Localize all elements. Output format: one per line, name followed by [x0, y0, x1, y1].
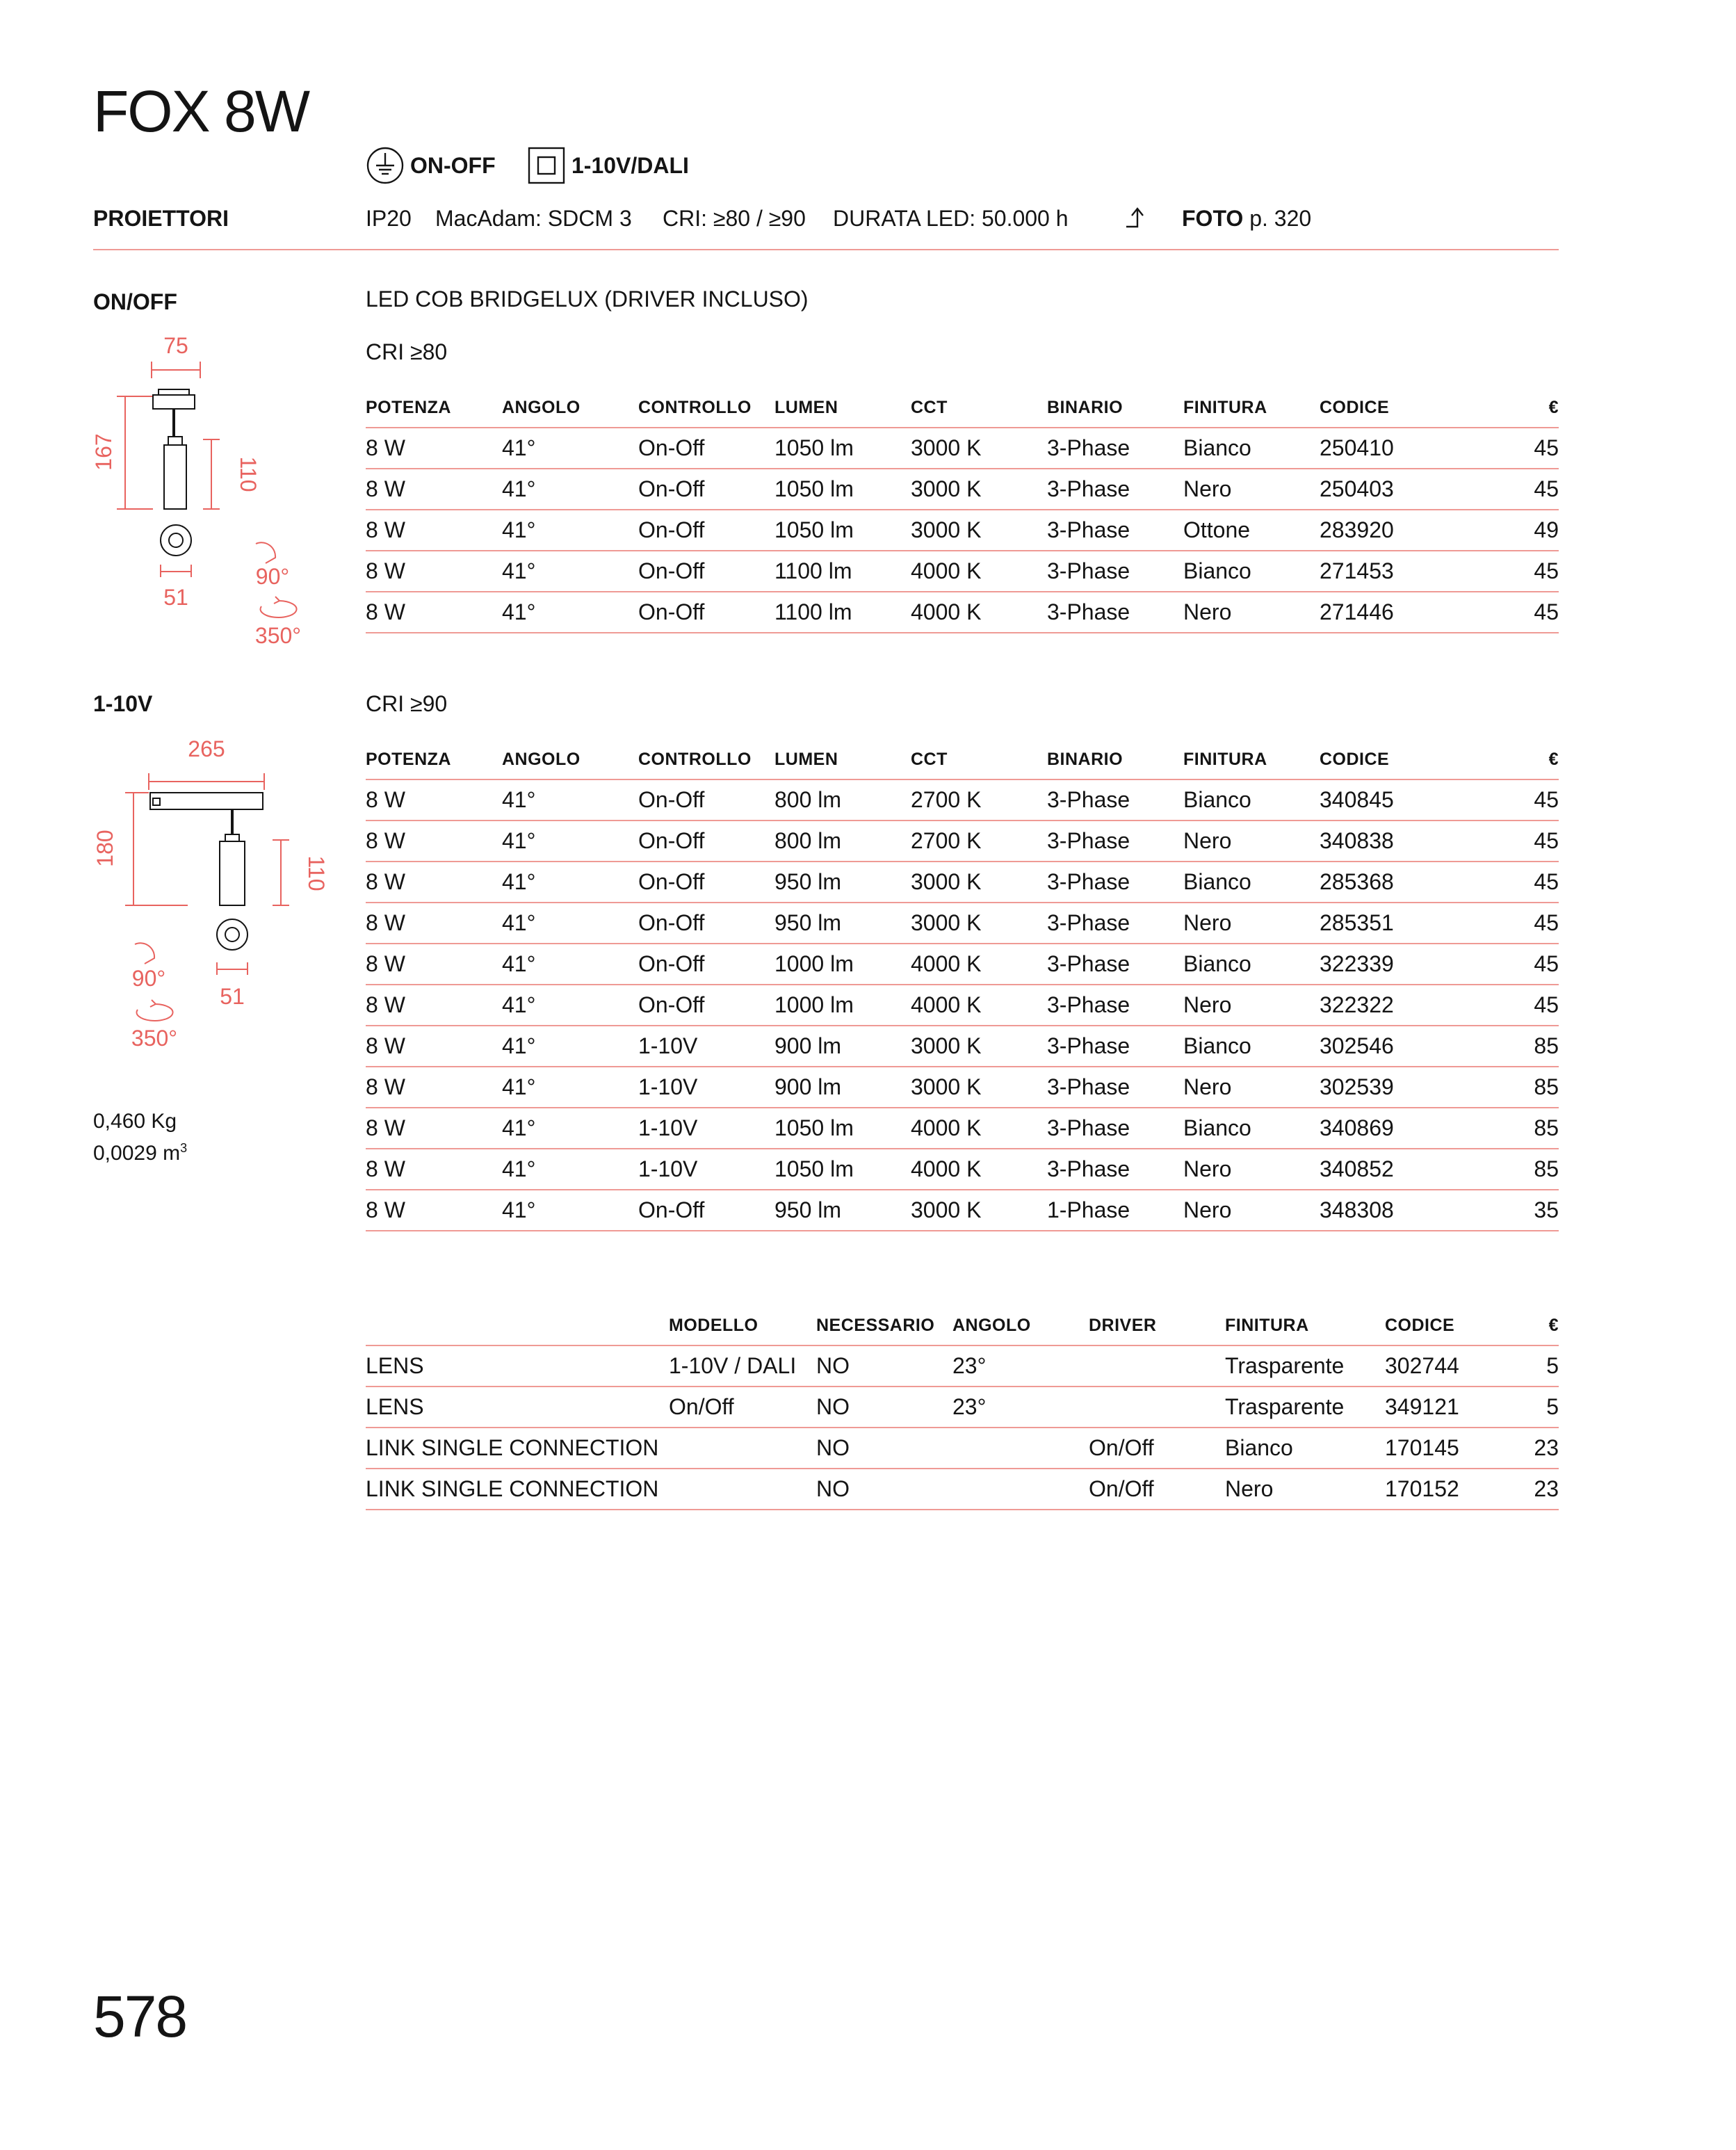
table-cell: 271446 — [1320, 592, 1456, 633]
page-number: 578 — [93, 1984, 187, 2049]
product-title: FOX 8W — [93, 79, 309, 144]
column-header: FINITURA — [1183, 388, 1320, 428]
spec-macadam: MacAdam: SDCM 3 — [435, 206, 632, 231]
table-cell: 283920 — [1320, 510, 1456, 551]
column-header: BINARIO — [1047, 388, 1183, 428]
table-row — [366, 1067, 1559, 1108]
foto-page: p. 320 — [1249, 206, 1312, 231]
table-cell: NO — [816, 1345, 952, 1387]
table-cell: On-Off — [638, 821, 774, 862]
table-header-row — [366, 1306, 1559, 1345]
table-cell: 8 W — [366, 1067, 502, 1108]
table-cell: 41° — [502, 779, 638, 821]
table-cell: 271453 — [1320, 551, 1456, 592]
spec-durata: DURATA LED: 50.000 h — [833, 206, 1069, 231]
table-cell: 85 — [1456, 1108, 1559, 1149]
table-cell: 45 — [1456, 592, 1559, 633]
column-header: ANGOLO — [502, 740, 638, 779]
table-cell: 1050 lm — [774, 1149, 911, 1190]
table-cell: 45 — [1456, 428, 1559, 469]
column-header: CODICE — [1320, 388, 1456, 428]
table-cell: 800 lm — [774, 821, 911, 862]
table-cell: 3-Phase — [1047, 1149, 1183, 1190]
table-cell: 1-10V — [638, 1149, 774, 1190]
column-header: ANGOLO — [952, 1306, 1089, 1345]
table-cell: 800 lm — [774, 779, 911, 821]
earth-ground-icon — [366, 146, 405, 185]
table-cell: 45 — [1456, 551, 1559, 592]
table-cell: 41° — [502, 1026, 638, 1067]
1-10v-tilt: 90° — [131, 966, 166, 991]
table-cell: 348308 — [1320, 1190, 1456, 1231]
cri90-table — [366, 740, 1559, 1231]
table-cell: On-Off — [638, 779, 774, 821]
table-cell: 4000 K — [911, 592, 1047, 633]
table-cell: Bianco — [1183, 779, 1320, 821]
category-label: PROIETTORI — [93, 206, 229, 231]
table-cell: 85 — [1456, 1026, 1559, 1067]
column-header: CODICE — [1320, 740, 1456, 779]
table-cell: 8 W — [366, 862, 502, 903]
spec-ip: IP20 — [366, 206, 412, 231]
table-row — [366, 1190, 1559, 1231]
table-cell: 3-Phase — [1047, 469, 1183, 510]
column-header: POTENZA — [366, 388, 502, 428]
table-cell: 45 — [1456, 821, 1559, 862]
table-cell: 41° — [502, 903, 638, 944]
table-cell: On-Off — [638, 862, 774, 903]
1-10v-diameter-dim: 51 — [220, 984, 245, 1009]
column-header: MODELLO — [669, 1306, 816, 1345]
table-cell: Nero — [1183, 985, 1320, 1026]
column-header: CONTROLLO — [638, 740, 774, 779]
table-row — [366, 862, 1559, 903]
table-cell: 3000 K — [911, 862, 1047, 903]
table-cell: 8 W — [366, 592, 502, 633]
weight: 0,460 Kg — [93, 1110, 177, 1133]
table-cell: 23 — [1521, 1428, 1559, 1469]
table-cell: LINK SINGLE CONNECTION — [366, 1428, 669, 1469]
table-cell: Nero — [1183, 1149, 1320, 1190]
table-cell: Ottone — [1183, 510, 1320, 551]
table-cell: LENS — [366, 1345, 669, 1387]
table-cell: 950 lm — [774, 1190, 911, 1231]
table-cell: NO — [816, 1428, 952, 1469]
column-header: BINARIO — [1047, 740, 1183, 779]
table-cell: 3-Phase — [1047, 1026, 1183, 1067]
table-row — [366, 903, 1559, 944]
volume-exponent: 3 — [180, 1141, 188, 1155]
table-row — [366, 469, 1559, 510]
table-row — [366, 779, 1559, 821]
table-cell: 302546 — [1320, 1026, 1456, 1067]
column-header: ANGOLO — [502, 388, 638, 428]
table-cell: 3-Phase — [1047, 821, 1183, 862]
table-cell: NO — [816, 1469, 952, 1510]
table-cell: 8 W — [366, 551, 502, 592]
column-header: POTENZA — [366, 740, 502, 779]
table-cell: 8 W — [366, 428, 502, 469]
onoff-rotation: 350° — [254, 623, 302, 648]
table-cell: 8 W — [366, 469, 502, 510]
table-cell: 340845 — [1320, 779, 1456, 821]
table-cell: 1050 lm — [774, 469, 911, 510]
table-cell: Bianco — [1183, 428, 1320, 469]
table-cell: 41° — [502, 1149, 638, 1190]
table-cell: 4000 K — [911, 1149, 1047, 1190]
table-cell: 285368 — [1320, 862, 1456, 903]
table-cell: 900 lm — [774, 1026, 911, 1067]
table-cell: 3-Phase — [1047, 428, 1183, 469]
control-on-off-label: ON-OFF — [410, 152, 496, 178]
table-cell: Nero — [1225, 1469, 1385, 1510]
1-10v-dimension-drawing — [83, 732, 334, 1058]
cri80-table — [366, 388, 1559, 633]
table-cell: Nero — [1183, 469, 1320, 510]
table-cell: 45 — [1456, 903, 1559, 944]
cri80-label: CRI ≥80 — [366, 339, 448, 364]
table-cell: 3000 K — [911, 510, 1047, 551]
table-cell: 3-Phase — [1047, 1067, 1183, 1108]
table-cell: Trasparente — [1225, 1387, 1385, 1428]
table-cell: 4000 K — [911, 985, 1047, 1026]
table-cell: 4000 K — [911, 1108, 1047, 1149]
table-cell: 1100 lm — [774, 592, 911, 633]
table-cell: 1-10V — [638, 1026, 774, 1067]
table-cell: 4000 K — [911, 551, 1047, 592]
table-cell: On-Off — [638, 592, 774, 633]
table-cell: 3000 K — [911, 1190, 1047, 1231]
table-cell: LINK SINGLE CONNECTION — [366, 1469, 669, 1510]
table-cell: 41° — [502, 428, 638, 469]
table-cell: 23° — [952, 1345, 1089, 1387]
column-header: € — [1456, 388, 1559, 428]
table-cell: 3-Phase — [1047, 1108, 1183, 1149]
table-cell: 322322 — [1320, 985, 1456, 1026]
table-cell — [952, 1469, 1089, 1510]
volume — [93, 1135, 187, 1167]
table-cell — [952, 1428, 1089, 1469]
table-cell: 41° — [502, 469, 638, 510]
column-header: LUMEN — [774, 388, 911, 428]
table-cell: 250403 — [1320, 469, 1456, 510]
table-cell: 3000 K — [911, 469, 1047, 510]
table-cell: On-Off — [638, 469, 774, 510]
table-cell: 41° — [502, 592, 638, 633]
table-cell: 349121 — [1385, 1387, 1521, 1428]
foto-label: FOTO — [1182, 206, 1244, 231]
table-row — [366, 592, 1559, 633]
table-cell: 3000 K — [911, 1067, 1047, 1108]
table-cell: 41° — [502, 510, 638, 551]
table-cell: 1000 lm — [774, 944, 911, 985]
table-cell: 8 W — [366, 821, 502, 862]
table-cell: 5 — [1521, 1345, 1559, 1387]
table-cell: Bianco — [1225, 1428, 1385, 1469]
table-cell: 23 — [1521, 1469, 1559, 1510]
accessory-row — [366, 1469, 1559, 1510]
table-cell: 45 — [1456, 469, 1559, 510]
table-cell: LENS — [366, 1387, 669, 1428]
table-cell: 8 W — [366, 985, 502, 1026]
table-cell: 302539 — [1320, 1067, 1456, 1108]
table-cell: 8 W — [366, 1108, 502, 1149]
control-on-off — [366, 146, 496, 185]
table-row — [366, 944, 1559, 985]
table-cell: 41° — [502, 944, 638, 985]
column-header — [366, 1306, 669, 1345]
table-cell: 302744 — [1385, 1345, 1521, 1387]
table-cell: 85 — [1456, 1149, 1559, 1190]
table-cell: 23° — [952, 1387, 1089, 1428]
weight-volume — [93, 1108, 187, 1167]
foto-reference — [1182, 206, 1311, 232]
table-cell: 170152 — [1385, 1469, 1521, 1510]
table-cell: 340869 — [1320, 1108, 1456, 1149]
table-cell: 3000 K — [911, 428, 1047, 469]
table-cell: 3-Phase — [1047, 510, 1183, 551]
table-cell: On-Off — [638, 510, 774, 551]
table-cell: 900 lm — [774, 1067, 911, 1108]
column-header: LUMEN — [774, 740, 911, 779]
table-cell: Nero — [1183, 1190, 1320, 1231]
table-cell: 8 W — [366, 510, 502, 551]
accessory-row — [366, 1428, 1559, 1469]
cri90-label: CRI ≥90 — [366, 691, 448, 716]
1-10v-body-dim: 110 — [304, 855, 329, 891]
onoff-body-dim: 110 — [236, 456, 261, 492]
table-cell: 340838 — [1320, 821, 1456, 862]
section-label-onoff: ON/OFF — [93, 289, 177, 314]
table-cell: 3-Phase — [1047, 551, 1183, 592]
table-cell: 3-Phase — [1047, 944, 1183, 985]
table-cell — [669, 1428, 816, 1469]
table-cell: On/Off — [1089, 1428, 1225, 1469]
table-cell: Bianco — [1183, 1026, 1320, 1067]
table-cell: 4000 K — [911, 944, 1047, 985]
table-cell: Bianco — [1183, 551, 1320, 592]
table-cell: Trasparente — [1225, 1345, 1385, 1387]
1-10v-width-dim: 265 — [188, 736, 225, 761]
table-cell: On-Off — [638, 1190, 774, 1231]
header-divider — [93, 249, 1559, 250]
table-cell: 41° — [502, 985, 638, 1026]
table-cell: 8 W — [366, 1149, 502, 1190]
table-cell: Bianco — [1183, 862, 1320, 903]
table-cell — [669, 1469, 816, 1510]
1-10v-height-dim: 180 — [92, 830, 117, 867]
table-cell — [1089, 1345, 1225, 1387]
table-cell: 3-Phase — [1047, 903, 1183, 944]
table-row — [366, 1026, 1559, 1067]
table-cell: 250410 — [1320, 428, 1456, 469]
volume-value: 0,0029 m — [93, 1142, 181, 1165]
table-cell: 45 — [1456, 779, 1559, 821]
table-cell: 1-10V — [638, 1108, 774, 1149]
table-cell: 1050 lm — [774, 510, 911, 551]
table-cell: 322339 — [1320, 944, 1456, 985]
table-cell: 1-10V / DALI — [669, 1345, 816, 1387]
table-cell: 950 lm — [774, 903, 911, 944]
table-cell: 1-10V — [638, 1067, 774, 1108]
table-cell: 2700 K — [911, 779, 1047, 821]
table-cell — [1089, 1387, 1225, 1428]
table-cell: Nero — [1183, 903, 1320, 944]
accessory-row — [366, 1345, 1559, 1387]
table-row — [366, 510, 1559, 551]
table-cell: 45 — [1456, 862, 1559, 903]
column-header: DRIVER — [1089, 1306, 1225, 1345]
table-cell: 41° — [502, 1067, 638, 1108]
column-header: FINITURA — [1225, 1306, 1385, 1345]
table-cell: 1100 lm — [774, 551, 911, 592]
control-dali-label: 1-10V/DALI — [571, 152, 689, 178]
table-cell: 1050 lm — [774, 428, 911, 469]
table-cell: 41° — [502, 862, 638, 903]
onoff-height-dim: 167 — [91, 433, 116, 471]
onoff-dimension-drawing — [83, 327, 320, 654]
table-cell: 1-Phase — [1047, 1190, 1183, 1231]
table-cell: NO — [816, 1387, 952, 1428]
table-row — [366, 985, 1559, 1026]
table-cell: 340852 — [1320, 1149, 1456, 1190]
table-cell: Nero — [1183, 1067, 1320, 1108]
column-header: CCT — [911, 388, 1047, 428]
table-cell: Nero — [1183, 592, 1320, 633]
table-cell: 3000 K — [911, 903, 1047, 944]
column-header: NECESSARIO — [816, 1306, 952, 1345]
table-cell: 41° — [502, 551, 638, 592]
spec-cri: CRI: ≥80 / ≥90 — [663, 206, 806, 231]
control-dali — [527, 146, 689, 185]
accessory-row — [366, 1387, 1559, 1428]
table-cell: 49 — [1456, 510, 1559, 551]
table-cell: 1000 lm — [774, 985, 911, 1026]
table-cell: On-Off — [638, 428, 774, 469]
onoff-width-dim: 75 — [163, 333, 188, 358]
table-cell: 5 — [1521, 1387, 1559, 1428]
table-cell: 45 — [1456, 944, 1559, 985]
table-cell: On/Off — [669, 1387, 816, 1428]
column-header: CCT — [911, 740, 1047, 779]
table-row — [366, 1149, 1559, 1190]
table-header-row — [366, 740, 1559, 779]
table-cell: 3-Phase — [1047, 862, 1183, 903]
table-cell: 8 W — [366, 1190, 502, 1231]
table-header-row — [366, 388, 1559, 428]
1-10v-rotation: 350° — [131, 1026, 178, 1051]
double-square-icon — [527, 146, 566, 185]
column-header: FINITURA — [1183, 740, 1320, 779]
accessories-table — [366, 1306, 1559, 1510]
table-cell: 35 — [1456, 1190, 1559, 1231]
table-cell: 3000 K — [911, 1026, 1047, 1067]
table-cell: 3-Phase — [1047, 985, 1183, 1026]
table-cell: 8 W — [366, 1026, 502, 1067]
table-cell: 45 — [1456, 985, 1559, 1026]
column-header: CONTROLLO — [638, 388, 774, 428]
section-label-1-10v: 1-10V — [93, 691, 153, 716]
table-cell: On-Off — [638, 944, 774, 985]
table-cell: On-Off — [638, 985, 774, 1026]
table-cell: 2700 K — [911, 821, 1047, 862]
table-cell: On/Off — [1089, 1469, 1225, 1510]
table-row — [366, 821, 1559, 862]
table-row — [366, 1108, 1559, 1149]
table-cell: 170145 — [1385, 1428, 1521, 1469]
table-cell: Nero — [1183, 821, 1320, 862]
table-cell: 41° — [502, 1190, 638, 1231]
onoff-diameter-dim: 51 — [163, 585, 188, 610]
table-cell: 8 W — [366, 779, 502, 821]
arrow-up-right-icon — [1125, 204, 1151, 231]
table-cell: 3-Phase — [1047, 592, 1183, 633]
table-row — [366, 428, 1559, 469]
table-cell: Bianco — [1183, 1108, 1320, 1149]
table-cell: 85 — [1456, 1067, 1559, 1108]
table-cell: 950 lm — [774, 862, 911, 903]
table-cell: On-Off — [638, 903, 774, 944]
column-header: CODICE — [1385, 1306, 1521, 1345]
column-header: € — [1521, 1306, 1559, 1345]
led-source: LED COB BRIDGELUX (DRIVER INCLUSO) — [366, 286, 809, 312]
table-cell: 8 W — [366, 944, 502, 985]
table-cell: 285351 — [1320, 903, 1456, 944]
onoff-tilt: 90° — [255, 564, 290, 589]
column-header: € — [1456, 740, 1559, 779]
table-cell: 8 W — [366, 903, 502, 944]
table-cell: 3-Phase — [1047, 779, 1183, 821]
table-cell: On-Off — [638, 551, 774, 592]
table-cell: Bianco — [1183, 944, 1320, 985]
table-row — [366, 551, 1559, 592]
table-cell: 41° — [502, 1108, 638, 1149]
table-cell: 41° — [502, 821, 638, 862]
table-cell: 1050 lm — [774, 1108, 911, 1149]
